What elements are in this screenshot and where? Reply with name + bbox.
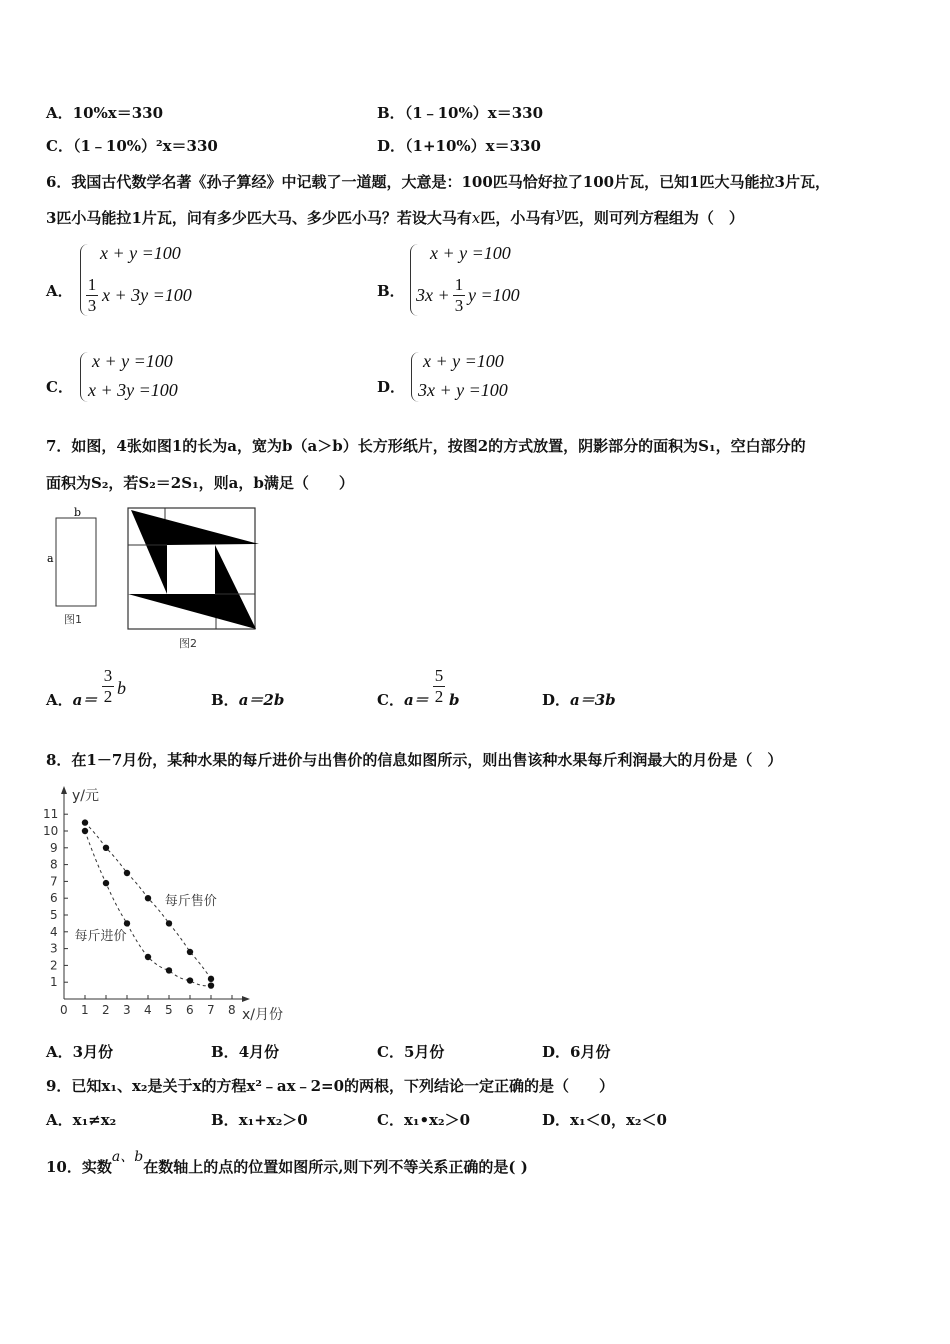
q8-option-a: A．3月份 [46, 1043, 114, 1061]
y-tick-label: 2 [50, 958, 58, 973]
fig1-label-b: b [74, 506, 82, 519]
q9-option-a: A．x₁≠x₂ [46, 1111, 117, 1129]
legend-buy-price: 每斤进价 [74, 929, 127, 945]
q7-stem-line1: 7．如图，4张如图1的长为a，宽为b（a＞b）长方形纸片，按图2的方式放置，阴影部分的面积为S₁，空白部分的 [46, 437, 806, 455]
q6-option-c-eq2: x + 3y =100 [88, 380, 178, 400]
y-tick-label: 10 [43, 824, 59, 838]
data-point [187, 977, 193, 983]
q7-option-c: C．a＝ [377, 691, 429, 709]
q6-option-b-fraction: 1 3 [454, 275, 464, 315]
q6-option-d-eq2: 3x + y =100 [418, 380, 508, 400]
x-tick-label: 1 [81, 1003, 89, 1017]
y-tick-label: 11 [43, 807, 59, 822]
y-tick-label: 6 [50, 891, 58, 906]
data-point [82, 828, 88, 834]
data-point [145, 895, 151, 901]
data-point [124, 920, 130, 926]
data-point [103, 845, 109, 851]
q6-option-a-eq2: x + 3y =100 [102, 285, 192, 305]
q6-option-b-label: B． [377, 282, 405, 300]
figure-2 [128, 508, 259, 650]
fig1-caption: 图1 [64, 613, 82, 626]
q6-option-a-fraction: 1 3 [87, 275, 97, 315]
data-point [187, 949, 193, 955]
q6-option-d-label: D． [377, 378, 406, 396]
q5-option-a: A．10%x＝330 [46, 104, 164, 122]
data-point [166, 920, 172, 926]
data-point [208, 976, 214, 982]
q7-option-a: A．a＝ [46, 691, 98, 709]
x-tick-label: 8 [228, 1003, 236, 1017]
y-axis-arrow [61, 786, 67, 794]
q6-stem-line1: 6．我国古代数学名著《孙子算经》中记载了一道题，大意是：100匹马恰好拉了100片瓦，已知1匹大马能拉3片瓦， [46, 173, 830, 191]
x-tick-label: 4 [144, 1003, 152, 1017]
q6-option-c-eq1: x + y =100 [92, 351, 173, 371]
q5-option-d: D．（1+10%）x＝330 [377, 137, 541, 155]
x-tick-label: 2 [102, 1003, 110, 1017]
q7-option-c-fraction: 5 2 [434, 666, 444, 706]
q7-stem-line2: 面积为S₂，若S₂＝2S₁，则a，b满足（ ） [46, 474, 354, 492]
q6-option-a-eq1: x + y =100 [100, 243, 181, 263]
q7-option-c-rhs: b [449, 691, 460, 709]
q6-option-d-eq1: x + y =100 [423, 351, 504, 371]
q6-stem-line2: 3匹小马能拉1片瓦，问有多少匹大马、多少匹小马？若设大马有x匹，小马有y匹，则可列方程组为（ ） [46, 204, 744, 227]
q8-option-b: B．4月份 [211, 1043, 280, 1061]
q7-option-a-fraction: 3 2 [103, 666, 113, 706]
y-tick-label: 8 [50, 857, 58, 872]
y-tick-label: 9 [50, 840, 58, 855]
fig1-label-a: a [47, 552, 54, 565]
fig2-caption: 图2 [179, 637, 197, 650]
x-tick-label: 5 [165, 1003, 173, 1017]
x-tick-label: 0 [60, 1003, 68, 1017]
q6-option-c-label: C． [46, 378, 73, 396]
y-tick-label: 3 [50, 941, 58, 956]
x-tick-label: 6 [186, 1003, 194, 1017]
x-axis-label: x/月份 [242, 1007, 284, 1023]
q6-option-b-eq2: y =100 [468, 285, 520, 305]
data-point [124, 870, 130, 876]
q7-option-a-rhs: b [117, 678, 126, 698]
q8-stem: 8．在1－7月份，某种水果的每斤进价与出售价的信息如图所示，则出售该种水果每斤利润最大的月份是（ ） [46, 751, 783, 769]
q5-option-c: C．（1﹣10%）²x＝330 [46, 137, 218, 155]
q7-figures [44, 505, 269, 655]
figure-1 [47, 506, 96, 626]
q9-option-b: B．x₁+x₂＞0 [211, 1111, 308, 1129]
data-point [103, 880, 109, 886]
y-tick-label: 5 [50, 908, 58, 922]
x-tick-label: 7 [207, 1003, 215, 1017]
legend-sell-price: 每斤售价 [164, 893, 217, 909]
x-axis-arrow [242, 996, 250, 1002]
q6-option-b-eq2-pre: 3x + [416, 285, 450, 305]
data-point [208, 982, 214, 988]
data-point [82, 819, 88, 825]
y-axis-label: y/元 [72, 788, 100, 804]
q5-option-b: B．（1﹣10%）x＝330 [377, 104, 544, 122]
q9-option-c: C．x₁•x₂＞0 [377, 1111, 471, 1129]
data-point [166, 967, 172, 973]
q6-option-b-eq1: x + y =100 [430, 243, 511, 263]
q7-option-b: B．a＝2b [211, 691, 285, 709]
q9-option-d: D．x₁＜0，x₂＜0 [542, 1111, 667, 1129]
q7-option-d: D．a＝3b [542, 691, 616, 709]
data-point [145, 954, 151, 960]
q8-chart [36, 782, 296, 1027]
q9-stem: 9．已知x₁、x₂是关于x的方程x²﹣ax﹣2=0的两根，下列结论一定正确的是（ ） [46, 1077, 615, 1095]
q6-option-a-label: A． [46, 282, 73, 300]
y-tick-label: 1 [50, 975, 58, 990]
q10-stem: 10．实数a、b在数轴上的点的位置如图所示,则下列不等关系正确的是( ) [46, 1149, 528, 1176]
x-tick-label: 3 [123, 1003, 131, 1017]
y-tick-label: 4 [50, 924, 58, 939]
q8-option-c: C．5月份 [377, 1043, 445, 1061]
q8-option-d: D．6月份 [542, 1043, 611, 1061]
y-tick-label: 7 [50, 874, 58, 889]
